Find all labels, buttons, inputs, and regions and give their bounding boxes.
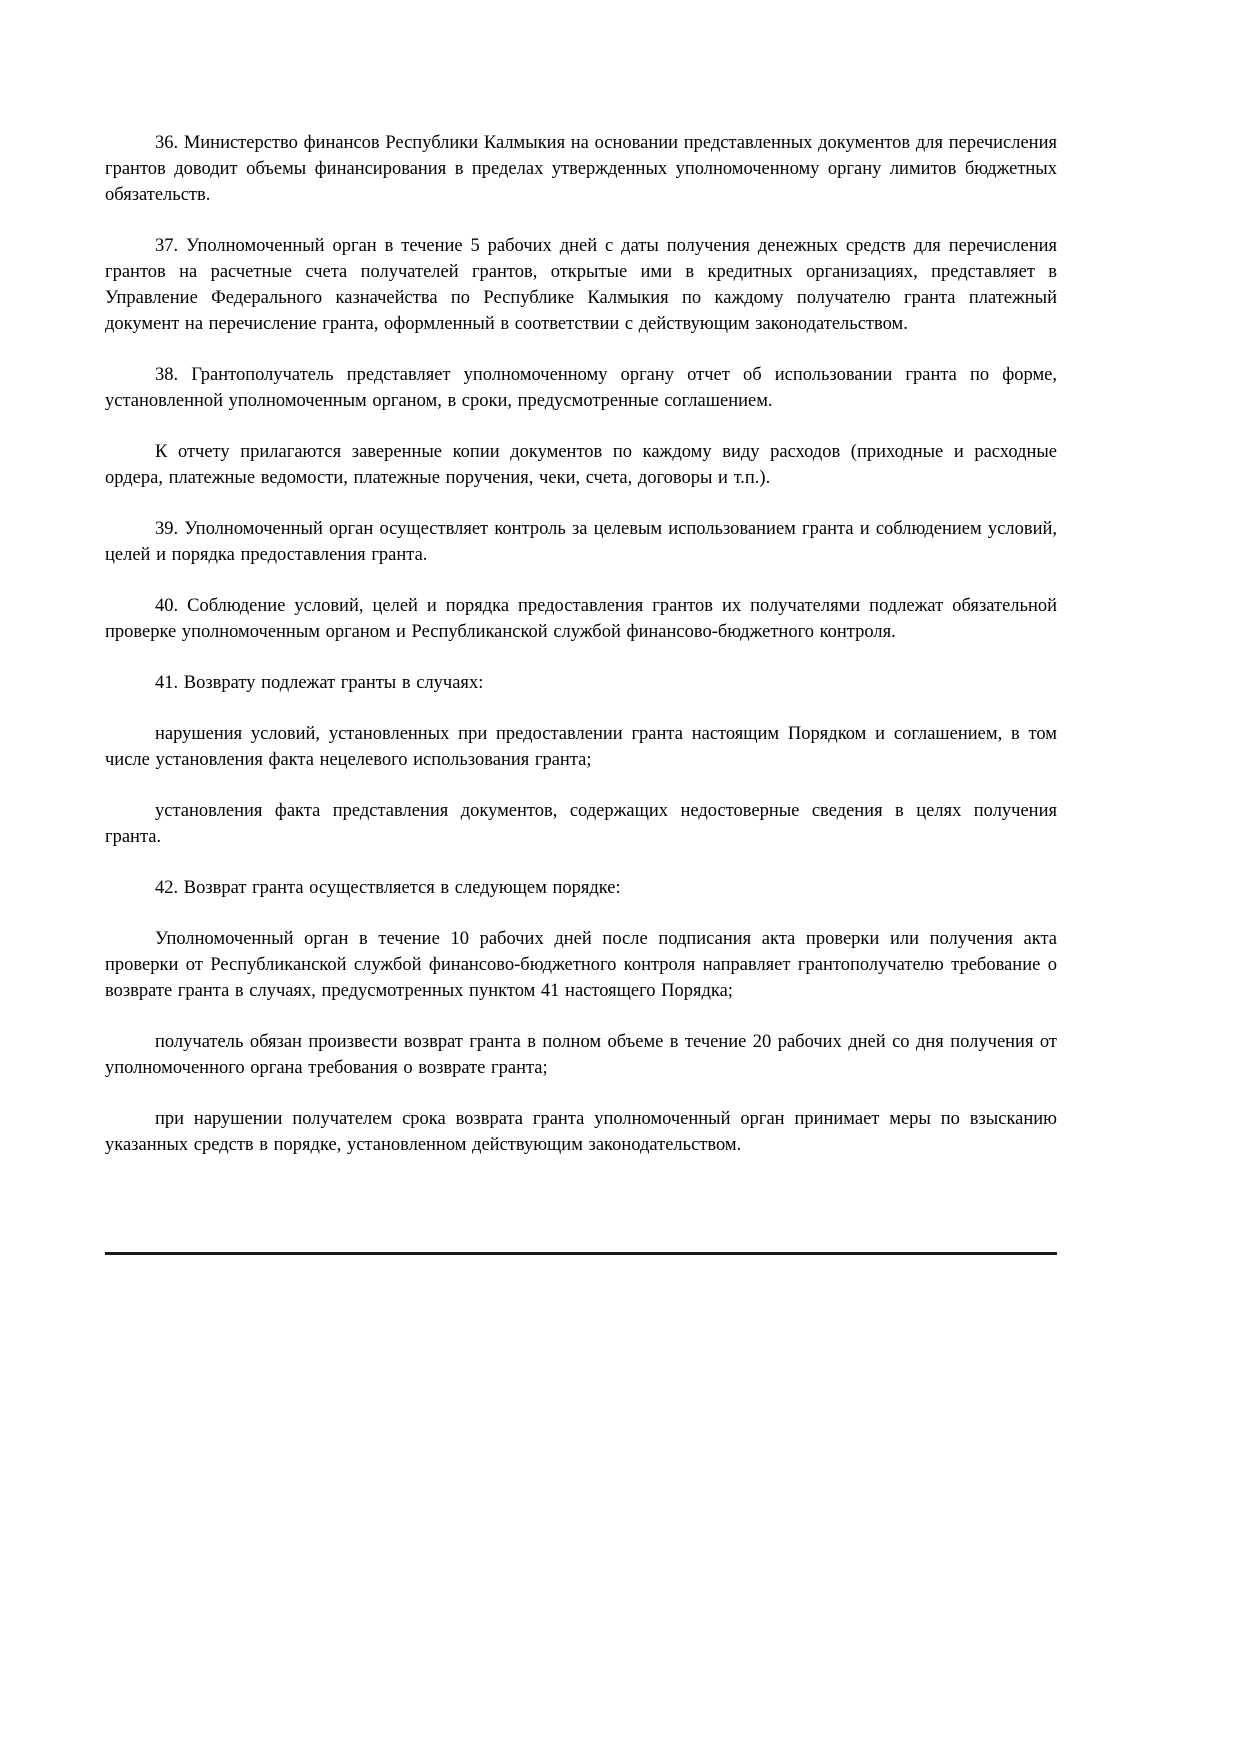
paragraph-38: 38. Грантополучатель представляет уполномоченному органу отчет об использовании гранта по форме, установленной уполномоченным органом, в сроки, предусмотренные соглашением. bbox=[105, 365, 1057, 411]
paragraph-42-step-1: Уполномоченный орган в течение 10 рабочих дней после подписания акта проверки или получения акта проверки от Республиканской службой финансово-бюджетного контроля направляет грантополучателю требование о возврате гранта в случаях, предусмотренных пунктом 41 настоящего Порядка; bbox=[105, 929, 1057, 1001]
paragraph-42-step-3: при нарушении получателем срока возврата гранта уполномоченный орган принимает меры по взысканию указанных средств в порядке, установленном действующим законодательством. bbox=[105, 1109, 1057, 1155]
document-body bbox=[105, 130, 1057, 1183]
paragraph-41-case-1: нарушения условий, установленных при предоставлении гранта настоящим Порядком и соглашением, в том числе установления факта нецелевого использования гранта; bbox=[105, 724, 1057, 770]
paragraph-39: 39. Уполномоченный орган осуществляет контроль за целевым использованием гранта и соблюдением условий, целей и порядка предоставления гранта. bbox=[105, 519, 1057, 565]
paragraph-42-step-2: получатель обязан произвести возврат гранта в полном объеме в течение 20 рабочих дней со дня получения от уполномоченного органа требования о возврате гранта; bbox=[105, 1032, 1057, 1078]
paragraph-36: 36. Министерство финансов Республики Калмыкия на основании представленных документов для перечисления грантов доводит объемы финансирования в пределах утвержденных уполномоченному органу лимитов бюджетных обязательств. bbox=[105, 133, 1057, 205]
paragraph-42: 42. Возврат гранта осуществляется в следующем порядке: bbox=[155, 878, 621, 898]
paragraph-41: 41. Возврату подлежат гранты в случаях: bbox=[155, 673, 484, 693]
paragraph-38-attachment-note: К отчету прилагаются заверенные копии документов по каждому виду расходов (приходные и расходные ордера, платежные ведомости, платежные поручения, чеки, счета, договоры и т.п.). bbox=[105, 442, 1057, 488]
paragraph-41-case-2: установления факта представления документов, содержащих недостоверные сведения в целях получения гранта. bbox=[105, 801, 1057, 847]
paragraph-37: 37. Уполномоченный орган в течение 5 рабочих дней с даты получения денежных средств для перечисления грантов на расчетные счета получателей грантов, открытые ими в кредитных организациях, представляет в Управление Федерального казначейства по Республике Калмыкия по каждому получателю гранта платежный документ на перечисление гранта, оформленный в соответствии с действующим законодательством. bbox=[105, 236, 1057, 334]
footer-divider-line bbox=[105, 1252, 1057, 1255]
paragraph-40: 40. Соблюдение условий, целей и порядка предоставления грантов их получателями подлежат обязательной проверке уполномоченным органом и Республиканской службой финансово-бюджетного контроля. bbox=[105, 596, 1057, 642]
